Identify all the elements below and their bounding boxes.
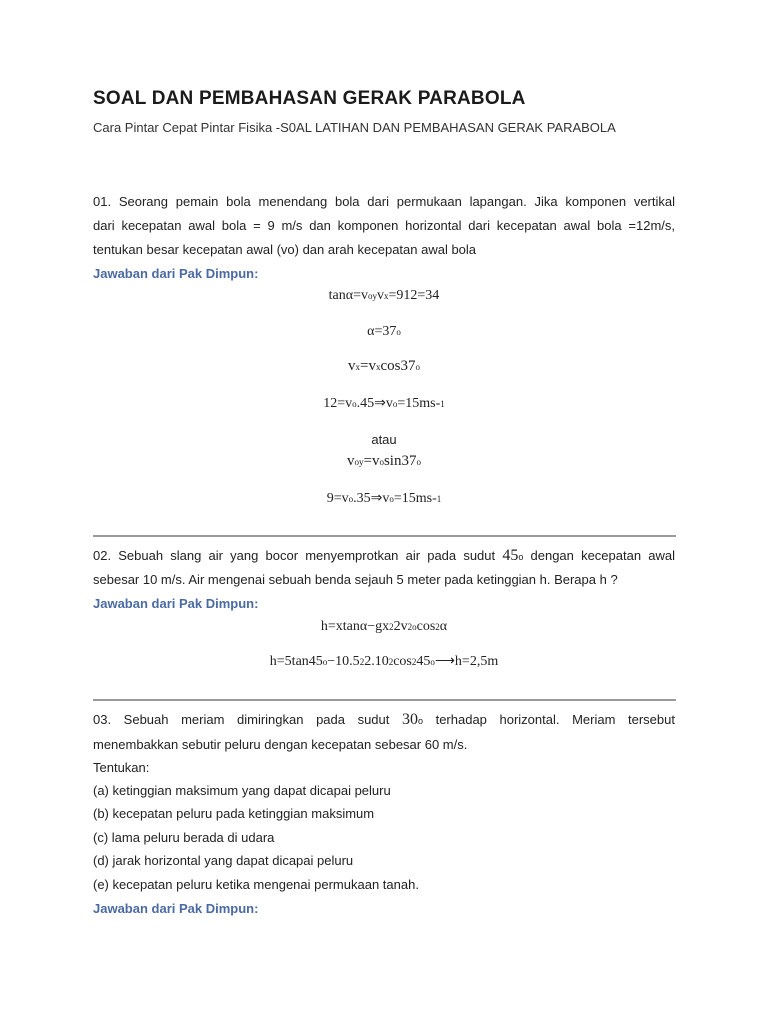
- q3-angle: 30: [401, 711, 418, 728]
- q1-text-line-3: tentukan besar kecepatan awal (vo) dan arah kecepatan awal bola: [93, 242, 477, 257]
- q3-item-c: (c) lama peluru berada di udara: [93, 830, 275, 845]
- q1-equation-4: 12=vo.45⇒vo=15ms-1: [323, 396, 445, 411]
- q2-text-line-1: [93, 544, 675, 568]
- q2-angle-degree: o: [518, 552, 524, 562]
- q3-item-d: (d) jarak horizontal yang dapat dicapai peluru: [93, 853, 354, 868]
- q3-text-line-1b: terhadap horizontal. Meriam tersebut: [435, 712, 675, 727]
- q1-equation-2: α=37o: [367, 324, 401, 339]
- q2-answer-label: Jawaban dari Pak Dimpun:: [93, 596, 259, 611]
- divider-1: [93, 535, 676, 537]
- q2-text-line-1b: dengan kecepatan awal: [530, 548, 675, 563]
- q3-text-line-3: Tentukan:: [93, 760, 150, 775]
- q3-angle-degree: o: [417, 716, 423, 726]
- q2-text-line-2: sebesar 10 m/s. Air mengenai sebuah benda sejauh 5 meter pada ketinggian h. Berapa h ?: [93, 572, 618, 587]
- q3-text-line-2: menembakkan sebutir peluru dengan kecepatan sebesar 60 m/s.: [93, 737, 468, 752]
- page-subtitle: Cara Pintar Cepat Pintar Fisika -S0AL LATIHAN DAN PEMBAHASAN GERAK PARABOLA: [93, 120, 616, 135]
- q2-equation-1: h=xtanα−gx22v2ocos2α: [320, 619, 448, 634]
- q1-text-line-2: dari kecepatan awal bola = 9 m/s dan komponen horizontal dari kecepatan awal bola =12m/s,: [93, 218, 675, 233]
- divider-2: [93, 699, 676, 701]
- q2-angle: 45: [502, 547, 519, 564]
- q2-text-line-1a: 02. Sebuah slang air yang bocor menyemprotkan air pada sudut: [93, 548, 496, 563]
- q3-text-line-1a: 03. Sebuah meriam dimiringkan pada sudut: [93, 712, 390, 727]
- q2-equation-2: h=5tan45o−10.522.102cos245o⟶h=2,5m: [269, 654, 499, 669]
- page-title: SOAL DAN PEMBAHASAN GERAK PARABOLA: [93, 88, 526, 109]
- q3-item-b: (b) kecepatan peluru pada ketinggian maksimum: [93, 806, 375, 821]
- q3-text-line-1: [93, 708, 675, 732]
- q1-equation-5: voy=vosin37o: [347, 453, 421, 469]
- q1-equation-3: vx=vxcos37o: [348, 358, 420, 374]
- q1-text-line-1: 01. Seorang pemain bola menendang bola dari permukaan lapangan. Jika komponen vertikal: [93, 194, 675, 209]
- q1-atau: atau: [371, 432, 397, 447]
- q3-answer-label: Jawaban dari Pak Dimpun:: [93, 901, 259, 916]
- q3-item-a: (a) ketinggian maksimum yang dapat dicapai peluru: [93, 783, 391, 798]
- q3-item-e: (e) kecepatan peluru ketika mengenai permukaan tanah.: [93, 877, 419, 892]
- q1-answer-label: Jawaban dari Pak Dimpun:: [93, 266, 259, 281]
- q1-equation-1: tanα=voyvx=912=34: [328, 288, 440, 303]
- q1-equation-6: 9=vo.35⇒vo=15ms-1: [326, 491, 442, 506]
